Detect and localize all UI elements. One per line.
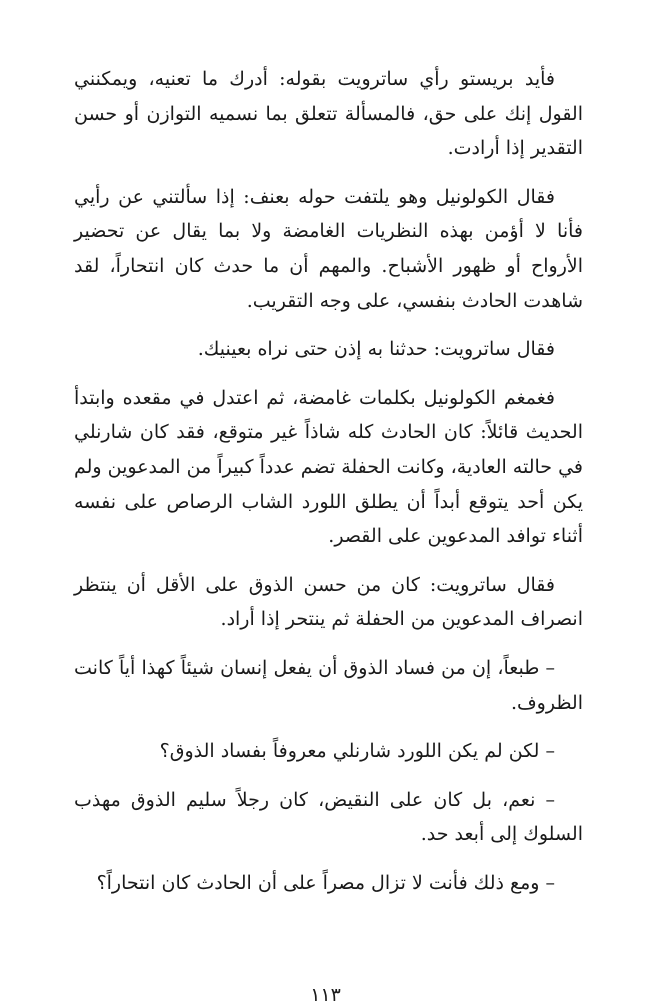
paragraph: فقال الكولونيل وهو يلتفت حوله بعنف: إذا سألتني عن رأيي فأنا لا أؤمن بهذه النظريات الغامضة ولا بما يقال عن تحضير الأرواح أو ظهور الأشباح. والمهم أن ما حدث كان انتحاراً، لقد شاهدت الحادث بنفسي، على وجه التقريب.	[74, 185, 583, 312]
paragraph: فأيد بريستو رأي ساترويت بقوله: أدرك ما تعنيه، ويمكنني القول إنك على حق، فالمسألة تتعلق بما نسميه التوازن أو حسن التقدير إذا أرادت.	[74, 68, 583, 160]
paragraph: فغمغم الكولونيل بكلمات غامضة، ثم اعتدل في مقعده وابتدأ الحديث قائلاً: كان الحادث كله شاذاً غير متوقع، فقد كان شارنلي في حالته العادية، وكانت الحفلة تضم عدداً كبيراً من المدعوين ولم يكن أحد يتوقع أبداً أن يطلق اللورد الشاب الرصاص على نفسه أثناء توافد المدعوين على القصر.	[74, 386, 583, 548]
page-body	[74, 62, 583, 914]
paragraph: فقال ساترويت: كان من حسن الذوق على الأقل أن ينتظر انصراف المدعوين من الحفلة ثم ينتحر إذا أراد.	[74, 573, 583, 631]
paragraph: – لكن لم يكن اللورد شارنلي معروفاً بفساد الذوق؟	[159, 740, 555, 763]
paragraph: – ومع ذلك فأنت لا تزال مصراً على أن الحادث كان انتحاراً؟	[96, 871, 555, 894]
paragraph: – نعم، بل كان على النقيض، كان رجلاً سليم الذوق مهذب السلوك إلى أبعد حد.	[74, 788, 583, 846]
paragraph: – طبعاً، إن من فساد الذوق أن يفعل إنسان شيئاً كهذا أياً كانت الظروف.	[74, 656, 583, 714]
page-number: ١١٣	[310, 984, 341, 1006]
paragraph: فقال ساترويت: حدثنا به إذن حتى نراه بعينيك.	[197, 338, 555, 361]
